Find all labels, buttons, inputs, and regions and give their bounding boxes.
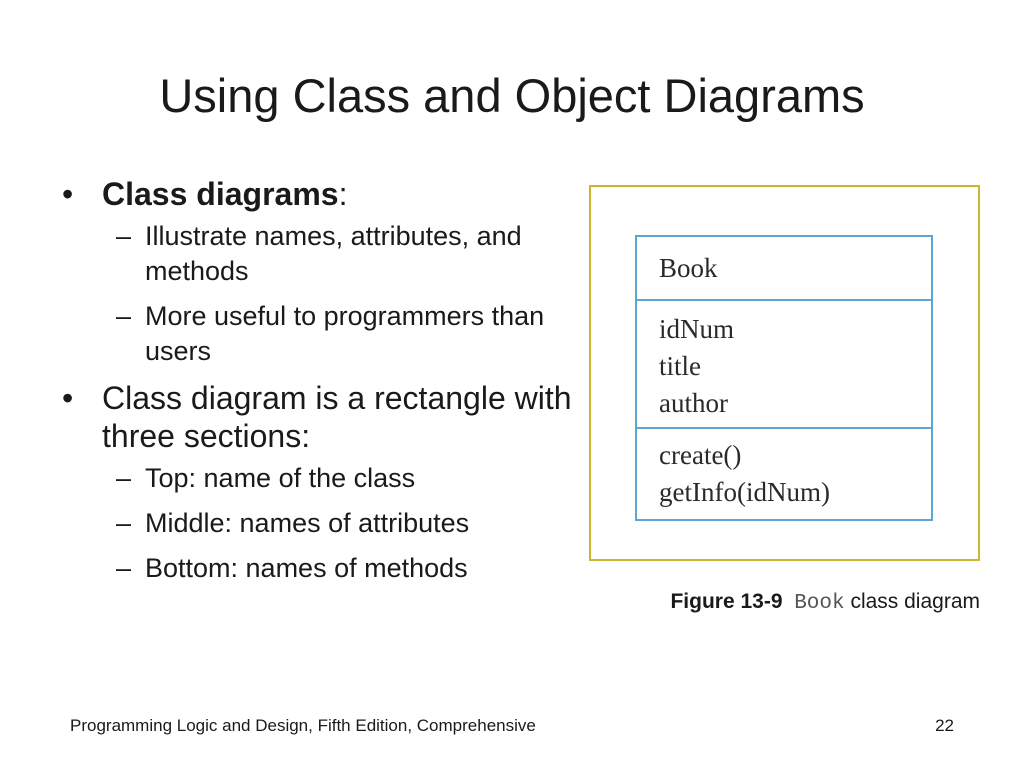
bullet-text: : [338, 176, 348, 212]
sub-bullet-text: Top: name of the class [145, 463, 416, 493]
dash-marker: – [116, 463, 132, 493]
page-number: 22 [935, 716, 954, 735]
method: getInfo(idNum) [659, 477, 830, 507]
sub-bullet-text: More useful to programmers than users [145, 301, 545, 366]
dash-marker: – [116, 553, 132, 583]
caption-text: class diagram [844, 590, 980, 613]
attribute: title [659, 351, 701, 381]
caption-code-name: Book [794, 592, 845, 615]
sub-bullet-item [60, 506, 585, 541]
bullet-class-diagram-rectangle [60, 379, 585, 586]
sub-bullet-list [102, 461, 585, 586]
sub-bullet-text: Illustrate names, attributes, and methods [145, 221, 522, 286]
bullet-class-diagrams [60, 175, 585, 369]
sub-bullet-item [60, 299, 585, 369]
figure-caption [598, 590, 980, 615]
footer-text: Programming Logic and Design, Fifth Edition, Comprehensive [70, 716, 536, 735]
attribute: idNum [659, 314, 735, 344]
sub-bullet-list [102, 219, 585, 369]
attribute: author [659, 388, 728, 418]
sub-bullet-item [60, 551, 585, 586]
method: create() [659, 440, 742, 470]
sub-bullet-text: Middle: names of attributes [145, 508, 470, 538]
dash-marker: – [116, 221, 132, 251]
class-name-section [637, 237, 931, 301]
bullet-list [60, 175, 585, 596]
bullet-marker: • [62, 176, 74, 212]
dash-marker: – [116, 301, 132, 331]
attributes-section [637, 301, 931, 429]
methods-section [637, 429, 931, 519]
sub-bullet-item [60, 461, 585, 496]
sub-bullet-text: Bottom: names of methods [145, 553, 468, 583]
bullet-text: Class diagram is a rectangle with three sections: [102, 380, 572, 454]
bullet-bold-text: Class diagrams [102, 176, 339, 212]
slide-title: Using Class and Object Diagrams [159, 69, 865, 122]
sub-bullet-item [60, 219, 585, 289]
figure-frame [589, 185, 980, 561]
figure-number: Figure 13-9 [670, 590, 783, 613]
bullet-marker: • [62, 380, 74, 416]
class-name: Book [659, 253, 718, 283]
class-diagram [635, 235, 933, 521]
dash-marker: – [116, 508, 132, 538]
